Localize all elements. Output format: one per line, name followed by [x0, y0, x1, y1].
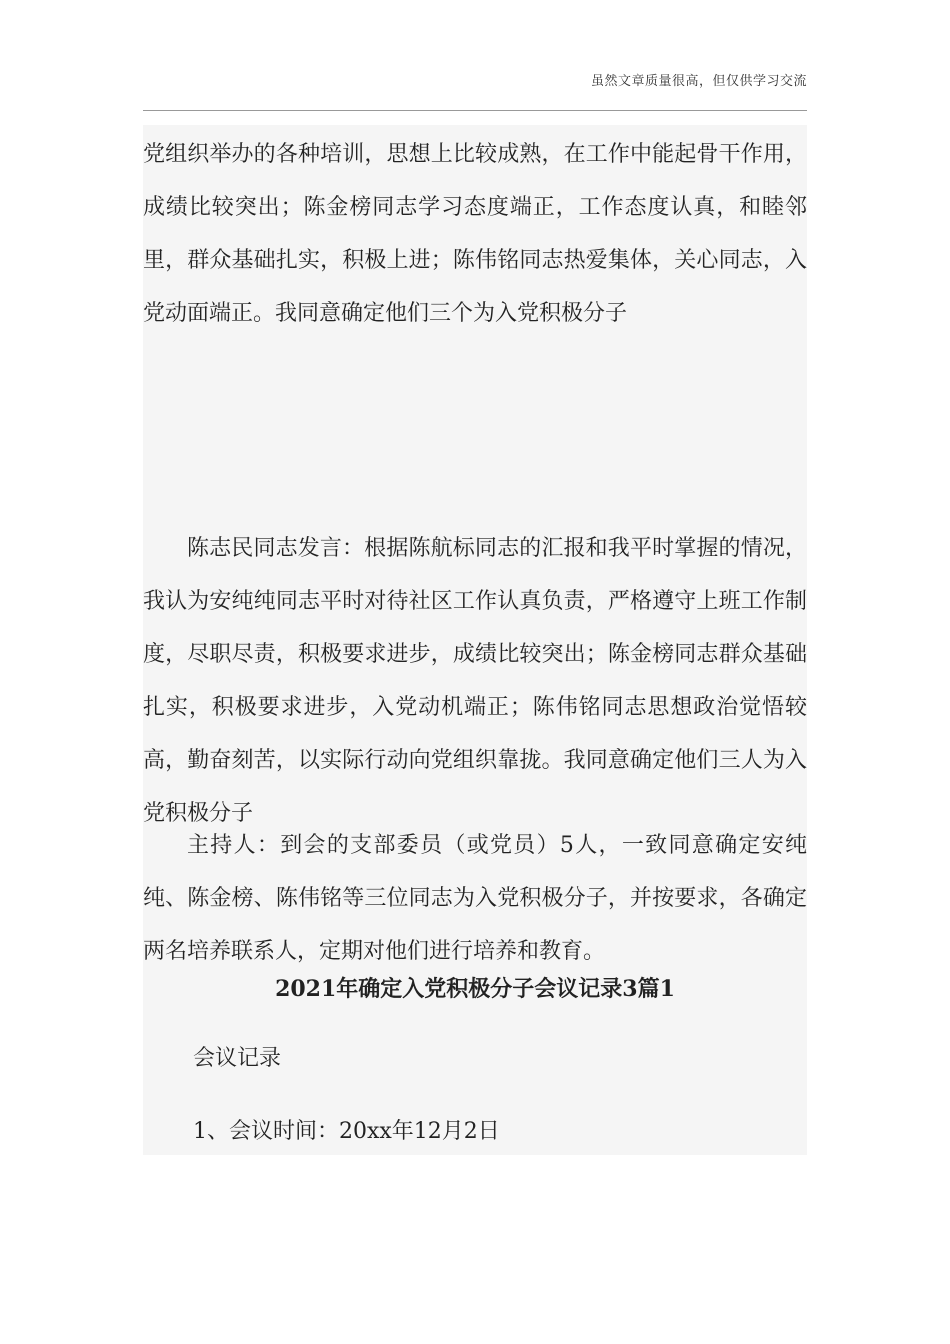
meeting-time-line: 1、会议时间：20xx年12月2日 — [193, 1119, 500, 1144]
header-divider — [143, 110, 807, 111]
paragraph-3: 主持人：到会的支部委员（或党员）5人，一致同意确定安纯纯、陈金榜、陈伟铭等三位同志为入党积极分子，并按要求，各确定两名培养联系人，定期对他们进行培养和教育。 — [143, 833, 807, 964]
document-body — [143, 125, 807, 1155]
meeting-record-label: 会议记录 — [193, 1046, 282, 1071]
section-title: 2021年确定入党积极分子会议记录3篇1 — [275, 976, 675, 1002]
header-note: 虽然文章质量很高，但仅供学习交流 — [590, 74, 807, 89]
paragraph-1: 党组织举办的各种培训，思想上比较成熟，在工作中能起骨干作用，成绩比较突出；陈金榜同志学习态度端正，工作态度认真，和睦邻里，群众基础扎实，积极上进；陈伟铭同志热爱集体，关心同志，入党动面端正。我同意确定他们三个为入党积极分子 — [143, 142, 807, 326]
paragraph-2: 陈志民同志发言：根据陈航标同志的汇报和我平时掌握的情况，我认为安纯纯同志平时对待社区工作认真负责，严格遵守上班工作制度，尽职尽责，积极要求进步，成绩比较突出；陈金榜同志群众基础扎实，积极要求进步，入党动机端正；陈伟铭同志思想政治觉悟较高，勤奋刻苦，以实际行动向党组织靠拢。我同意确定他们三人为入党积极分子 — [143, 536, 807, 826]
